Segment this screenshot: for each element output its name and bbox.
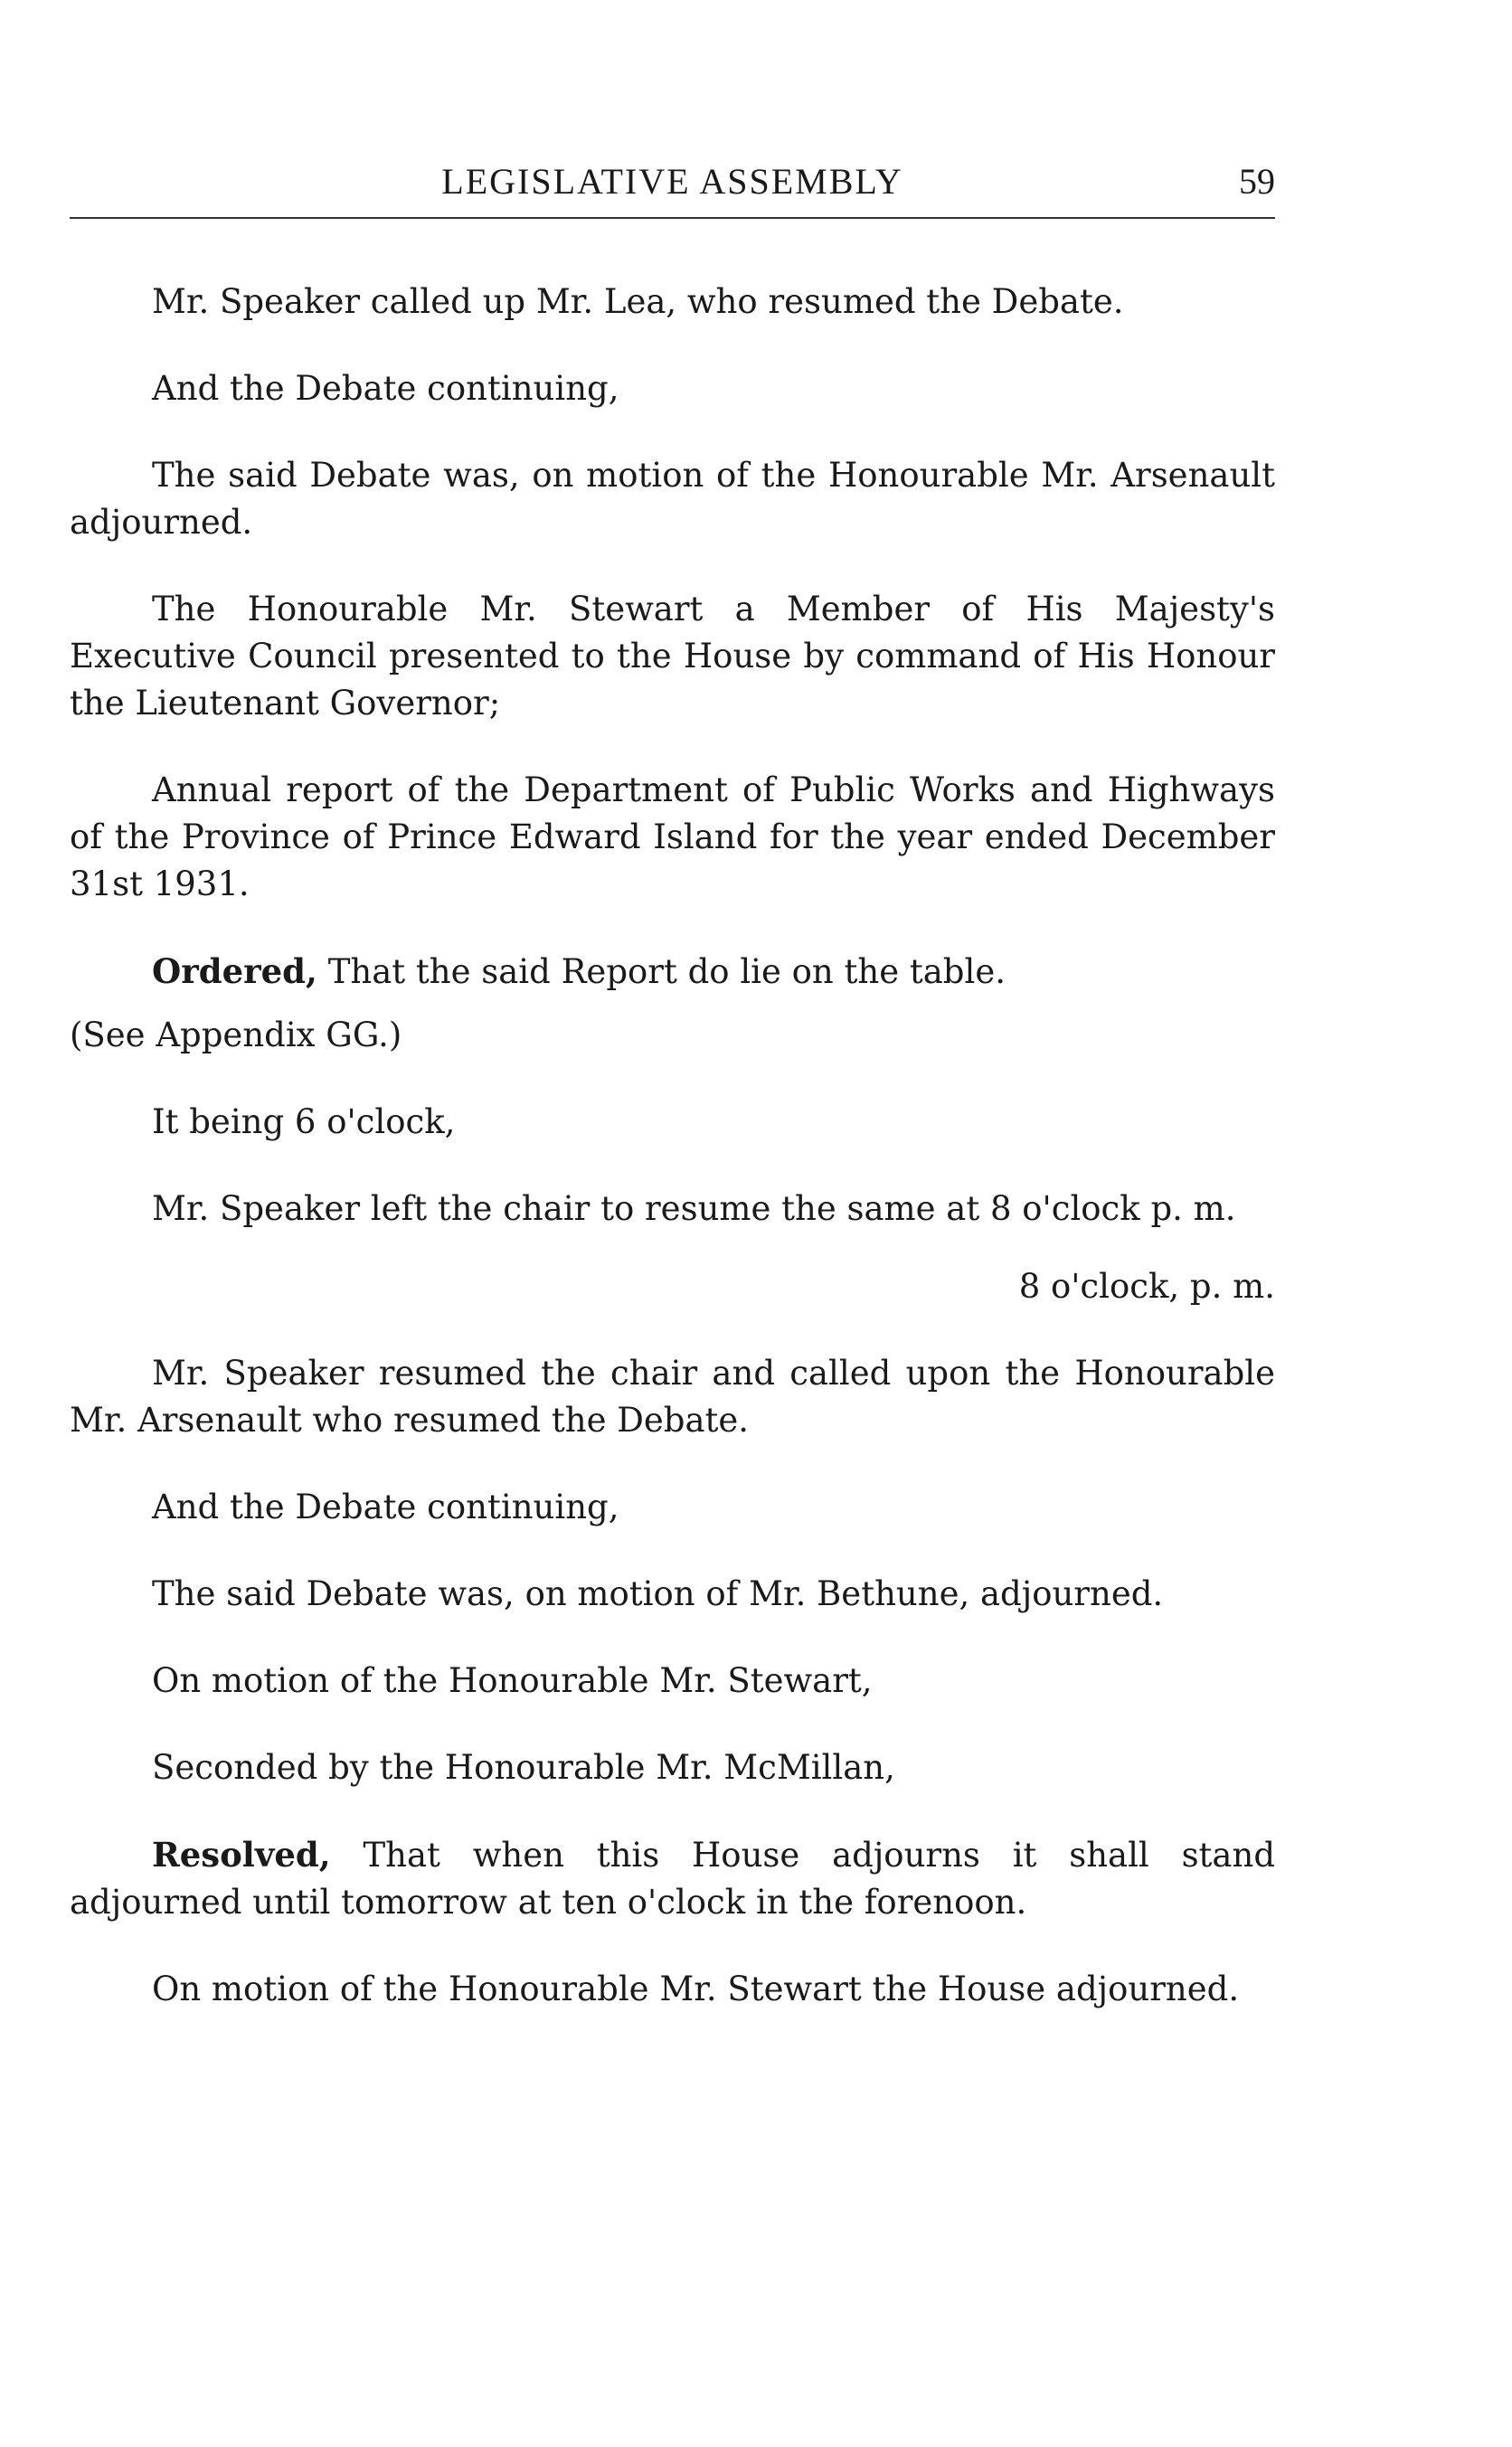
paragraph-debate-continuing: And the Debate continuing,: [152, 369, 619, 408]
running-title: LEGISLATIVE ASSEMBLY: [441, 161, 903, 202]
paragraph-speaker-left: Mr. Speaker left the chair to resume the same at 8 o'clock p. m.: [152, 1189, 1236, 1228]
paragraph-resolved: [70, 1831, 1275, 1926]
paragraph-speaker-resumed: Mr. Speaker resumed the chair and called upon the Honourable Mr. Arsenault who resumed the Debate.: [70, 1354, 1275, 1440]
paragraph-seconded-mcmillan: Seconded by the Honourable Mr. McMillan,: [152, 1748, 895, 1787]
paragraph-see-appendix: (See Appendix GG.): [70, 1016, 402, 1054]
running-head: [70, 159, 1275, 204]
resolved-label: Resolved,: [152, 1835, 331, 1875]
paragraph-speaker-called: Mr. Speaker called up Mr. Lea, who resumed the Debate.: [152, 282, 1124, 321]
paragraph-ordered: [70, 948, 1275, 996]
paragraph-stewart-presented: The Honourable Mr. Stewart a Member of His Majesty's Executive Council presented to the House by command of His Honour the Lieutenant Governor;: [70, 590, 1275, 723]
paragraph-house-adjourned: On motion of the Honourable Mr. Stewart the House adjourned.: [152, 1970, 1240, 2008]
time-heading: 8 o'clock, p. m.: [1018, 1267, 1275, 1306]
paragraph-six-oclock: It being 6 o'clock,: [152, 1102, 456, 1141]
header-rule: [70, 217, 1275, 219]
ordered-text: That the said Report do lie on the table.: [317, 952, 1006, 991]
page-number: 59: [1239, 161, 1275, 202]
body-text: [70, 279, 1275, 2053]
paragraph-motion-stewart: On motion of the Honourable Mr. Stewart,: [152, 1661, 873, 1700]
paragraph-debate-continuing-2: And the Debate continuing,: [152, 1488, 619, 1526]
paragraph-debate-adjourned: The said Debate was, on motion of the Honourable Mr. Arsenault adjourned.: [70, 456, 1275, 542]
resolved-text: That when this House adjourns it shall stand adjourned until tomorrow at ten o'clock in the forenoon.: [70, 1836, 1275, 1922]
ordered-label: Ordered,: [152, 951, 317, 991]
paragraph-bethune-adjourned: The said Debate was, on motion of Mr. Bethune, adjourned.: [152, 1574, 1164, 1613]
paragraph-annual-report: Annual report of the Department of Public Works and Highways of the Province of Prince Edward Island for the year ended December 31st 1931.: [70, 770, 1275, 903]
